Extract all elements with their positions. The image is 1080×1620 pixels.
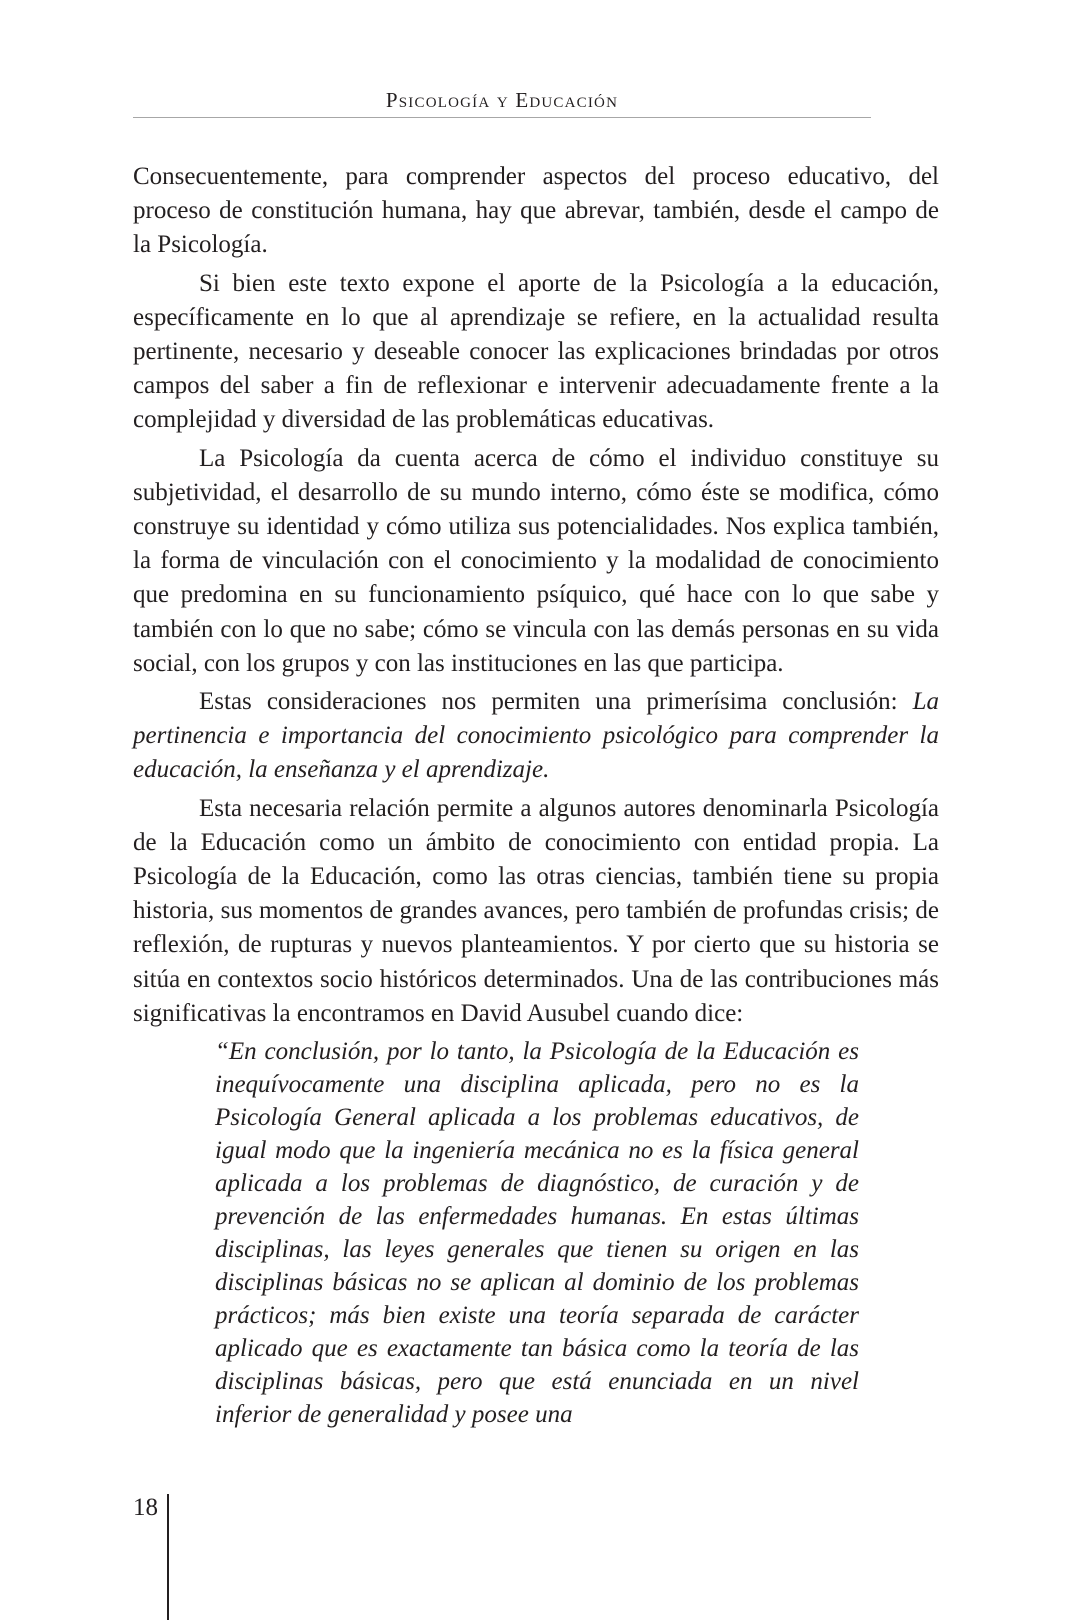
paragraph-4 <box>133 685 939 788</box>
paragraph-1: Consecuentemente, para comprender aspectos del proceso educativo, del proceso de constitución humana, hay que abrevar, también, desde el campo de la Psicología. <box>133 163 939 259</box>
page-number: 18 <box>133 1494 158 1521</box>
header-divider <box>133 117 871 118</box>
paragraph-3: La Psicología da cuenta acerca de cómo el individuo constituye su subjetividad, el desarrollo de su mundo interno, cómo éste se modifica, cómo construye su identidad y cómo utiliza sus potencialidades. Nos explica también, la forma de vinculación con el conocimiento y la modalidad de conocimiento que predomina en su funcionamiento psíquico, qué hace con lo que sabe y también con lo que no sabe; cómo se vincula con las demás personas en su vida social, con los grupos y con las instituciones en las que participa. <box>133 444 939 677</box>
paragraph-2: Si bien este texto expone el aporte de la Psicología a la educación, específicamente en lo que al aprendizaje se refiere, en la actualidad resulta pertinente, necesario y deseable conocer las explicaciones brindadas por otros campos del saber a fin de reflexionar e intervenir adecuadamente frente a la complejidad y diversidad de las problemáticas educativas. <box>133 269 939 434</box>
block-quote: “En conclusión, por lo tanto, la Psicología de la Educación es inequívocamente una disciplina aplicada, pero no es la Psicología General aplicada a los problemas educativos, de igual modo que la ingeniería mecánica no es la física general aplicada a los problemas de diagnóstico, de curación y de prevención de las enfermedades humanas. En estas últimas disciplinas, las leyes generales que tienen su origen en las disciplinas básicas no se aplican al dominio de los problemas prácticos; más bien existe una teoría separada de carácter aplicado que es exactamente tan básica como la teoría de las disciplinas básicas, pero que está enunciada en un nivel inferior de generalidad y posee una <box>215 1038 859 1429</box>
paragraph-4-emphasis: La pertinencia e importancia del conocimiento psicológico para comprender la educación, la enseñanza y el aprendizaje. <box>133 688 939 784</box>
paragraph-4-intro: Estas consideraciones nos permiten una primerísima conclusión: <box>199 688 913 716</box>
folio-divider <box>167 1494 169 1620</box>
paragraph-5: Esta necesaria relación permite a algunos autores denominarla Psicología de la Educación como un ámbito de conocimiento con entidad propia. La Psicología de la Educación, como las otras ciencias, también tiene su propia historia, sus momentos de grandes avances, pero también de profundas crisis; de reflexión, de rupturas y nuevos planteamientos. Y por cierto que su historia se sitúa en contextos socio históricos determinados. Una de las contribuciones más significativas la encontramos en David Ausubel cuando dice: <box>133 794 939 1027</box>
page-body <box>133 160 939 1431</box>
running-head-title: Psicología y Educación <box>385 88 619 112</box>
